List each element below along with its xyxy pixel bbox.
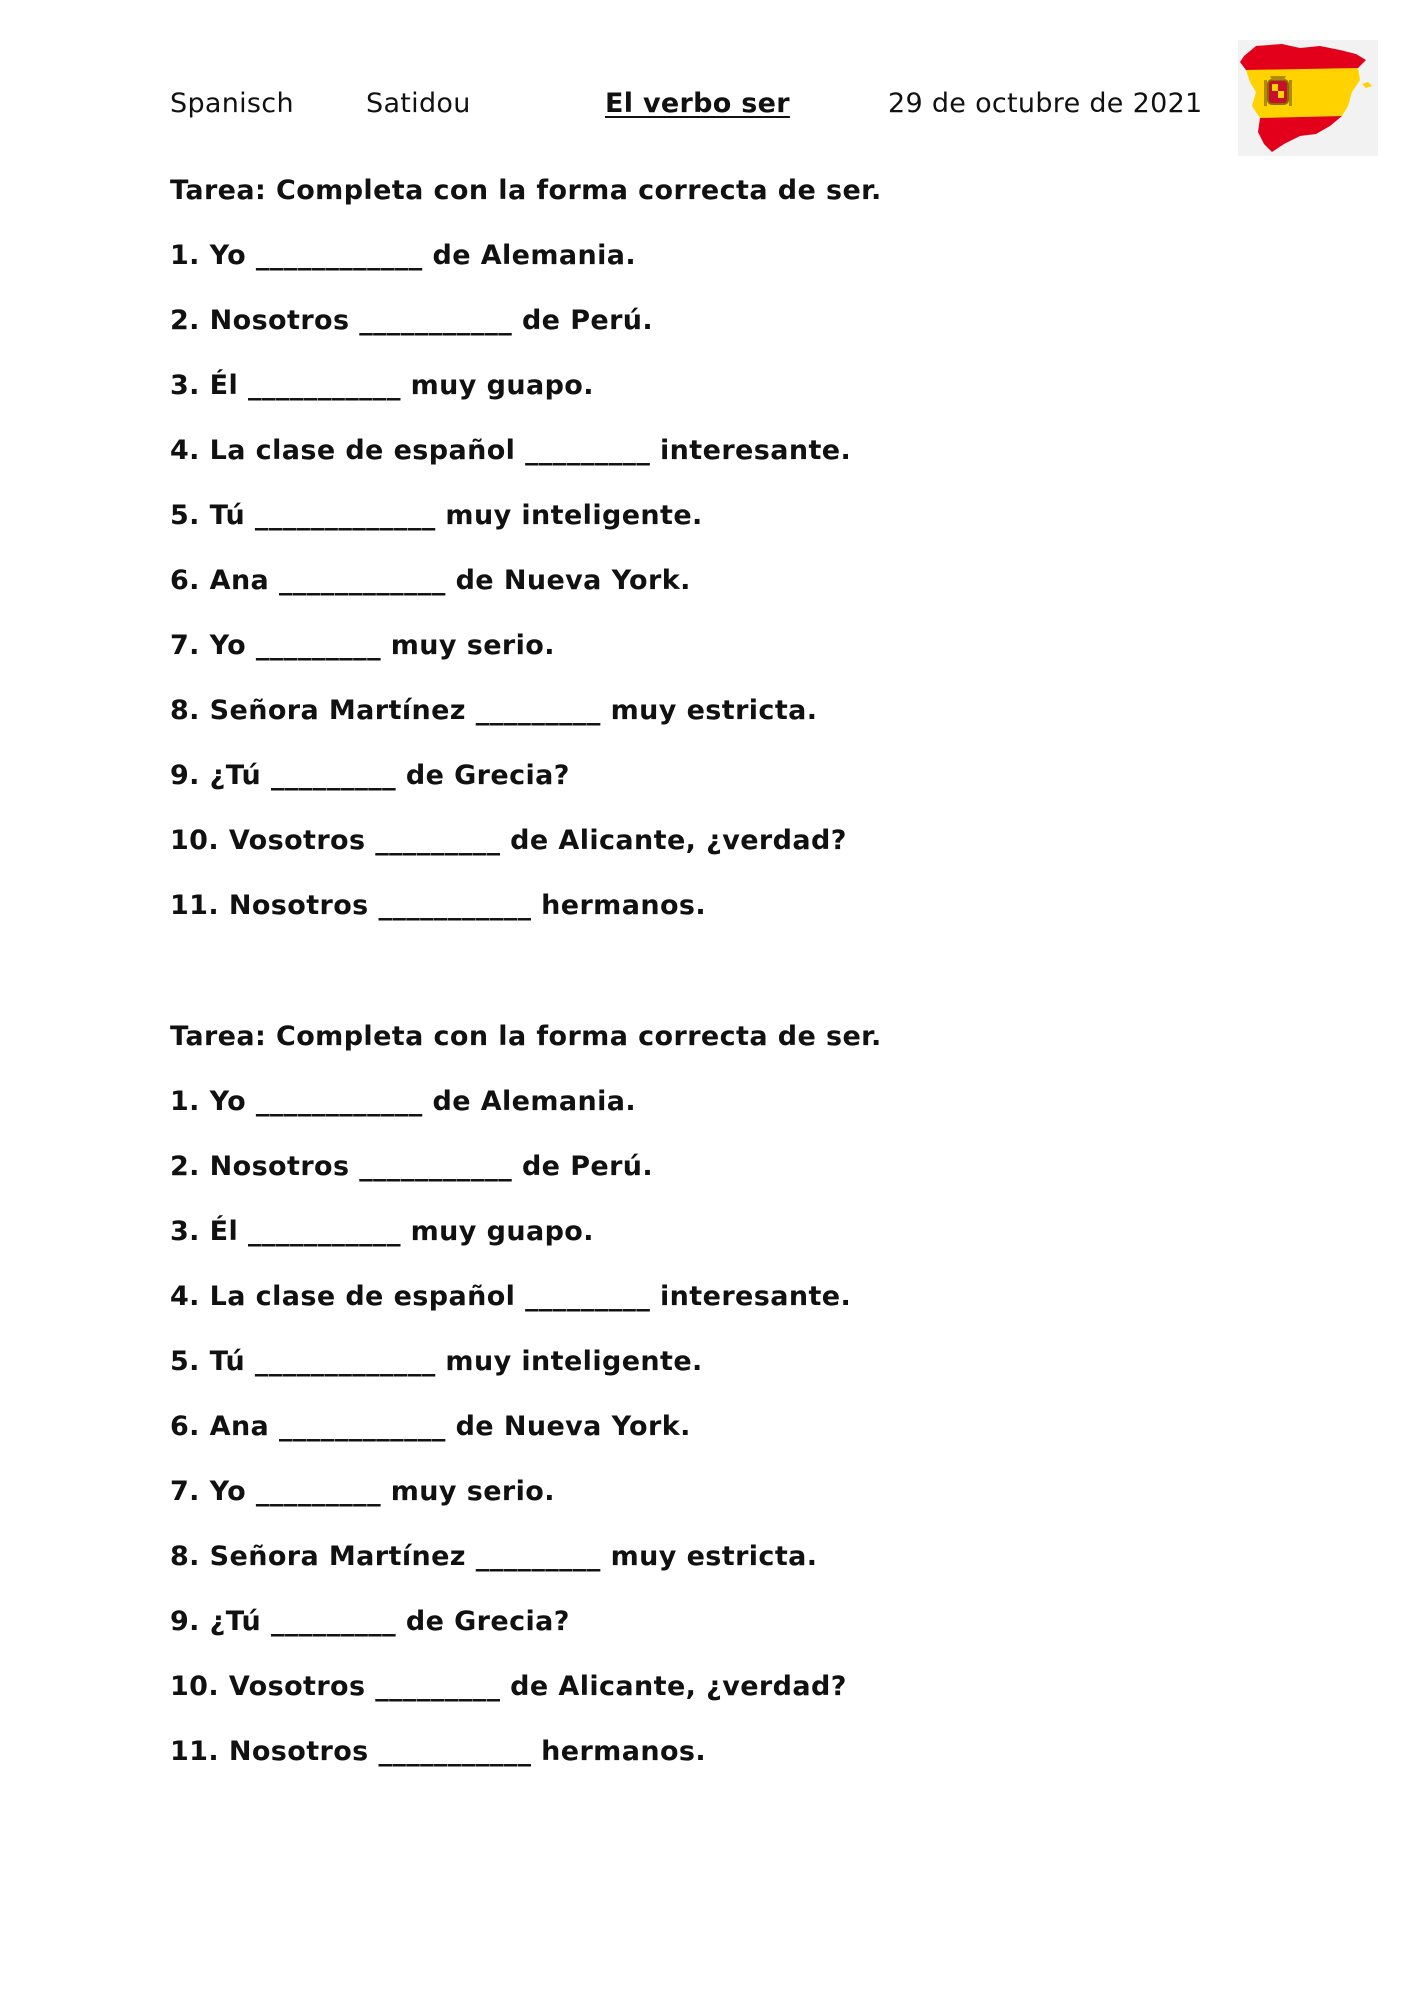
exercise-item: 11. Nosotros ___________ hermanos. [170,890,707,921]
document-header [0,88,1414,128]
exercise-item: 4. La clase de español _________ interesante. [170,1281,852,1312]
exercise-item: 7. Yo _________ muy serio. [170,630,555,661]
task-instruction: Tarea: Completa con la forma correcta de ser. [170,1021,882,1052]
flag-yellow-stripe [1246,68,1360,118]
exercise-item: 4. La clase de español _________ interesante. [170,435,852,466]
exercise-item: 7. Yo _________ muy serio. [170,1476,555,1507]
exercise-section-1 [170,173,1270,953]
exercise-item: 2. Nosotros ___________ de Perú. [170,1151,654,1182]
exercise-item: 6. Ana ____________ de Nueva York. [170,1411,691,1442]
exercise-item: 3. Él ___________ muy guapo. [170,1216,594,1247]
exercise-item: 6. Ana ____________ de Nueva York. [170,565,691,596]
exercise-item: 3. Él ___________ muy guapo. [170,370,594,401]
exercise-item: 5. Tú _____________ muy inteligente. [170,1346,703,1377]
document-title: El verbo ser [605,88,790,119]
exercise-item: 10. Vosotros _________ de Alicante, ¿verdad? [170,1671,847,1702]
exercise-item: 11. Nosotros ___________ hermanos. [170,1736,707,1767]
exercise-item: 8. Señora Martínez _________ muy estricta. [170,695,818,726]
task-instruction: Tarea: Completa con la forma correcta de ser. [170,175,882,206]
exercise-item: 1. Yo ____________ de Alemania. [170,1086,637,1117]
exercise-item: 8. Señora Martínez _________ muy estricta. [170,1541,818,1572]
author-name: Satidou [366,88,471,119]
exercise-section-2 [170,1019,1270,1799]
exercise-item: 2. Nosotros ___________ de Perú. [170,305,654,336]
exercise-item: 9. ¿Tú _________ de Grecia? [170,1606,570,1637]
exercise-item: 9. ¿Tú _________ de Grecia? [170,760,570,791]
exercise-item: 10. Vosotros _________ de Alicante, ¿verdad? [170,825,847,856]
exercise-item: 5. Tú _____________ muy inteligente. [170,500,703,531]
document-date: 29 de octubre de 2021 [888,88,1203,119]
subject-label: Spanisch [170,88,294,119]
spain-map-flag-icon [1238,40,1378,156]
exercise-item: 1. Yo ____________ de Alemania. [170,240,637,271]
